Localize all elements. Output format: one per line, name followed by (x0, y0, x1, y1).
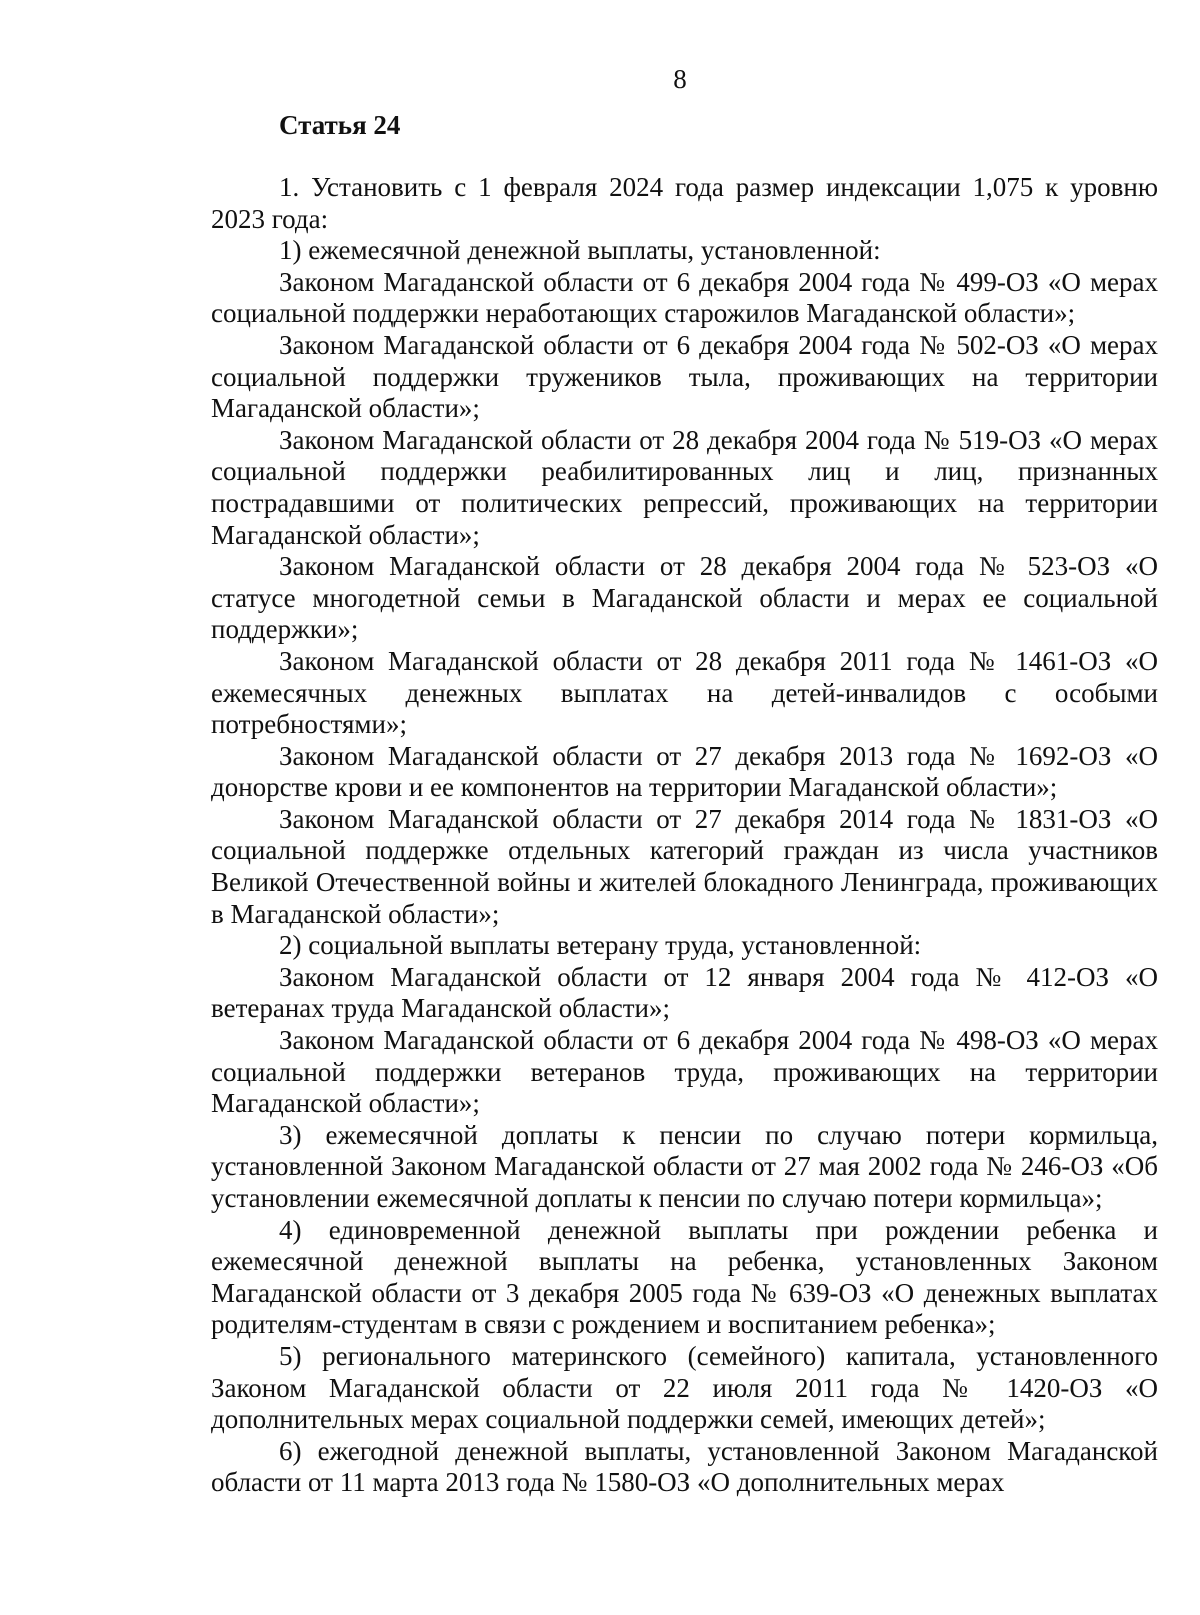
paragraph-8: Законом Магаданской области от 27 декабря 2013 года № 1692-ОЗ «О донорстве крови и ее компонентов на территории Магаданской области»; (211, 740, 1158, 803)
paragraph-16: 6) ежегодной денежной выплаты, установленной Законом Магаданской области от 11 марта 2013 года № 1580-ОЗ «О дополнительных мерах (211, 1435, 1158, 1498)
paragraph-1: 1. Установить с 1 февраля 2024 года размер индексации 1,075 к уровню 2023 года: (211, 172, 1158, 234)
paragraph-3: Законом Магаданской области от 6 декабря 2004 года № 499-ОЗ «О мерах социальной поддержки неработающих старожилов Магаданской области»; (211, 266, 1158, 329)
article-title: Статья 24 (279, 110, 401, 140)
page-number: 8 (673, 64, 687, 94)
paragraph-9: Законом Магаданской области от 27 декабря 2014 года № 1831-ОЗ «О социальной поддержке отдельных категорий граждан из числа участников Великой Отечественной войны и жителей блокадного Ленинграда, проживающих в Магаданской области»; (211, 803, 1158, 929)
paragraph-6: Законом Магаданской области от 28 декабря 2004 года № 523-ОЗ «О статусе многодетной семьи в Магаданской области и мерах ее социальной поддержки»; (211, 551, 1158, 645)
paragraph-5: Законом Магаданской области от 28 декабря 2004 года № 519-ОЗ «О мерах социальной поддержки реабилитированных лиц и лиц, признанных пострадавшими от политических репрессий, проживающих на территории Магаданской области»; (211, 424, 1158, 550)
paragraph-14: 4) единовременной денежной выплаты при рождении ребенка и ежемесячной денежной выплаты на ребенка, установленных Законом Магаданской области от 3 декабря 2005 года № 639-ОЗ «О денежных выплатах родителям-студентам в связи с рождением и воспитанием ребенка»; (211, 1214, 1158, 1340)
paragraph-4: Законом Магаданской области от 6 декабря 2004 года № 502-ОЗ «О мерах социальной поддержки тружеников тыла, проживающих на территории Магаданской области»; (211, 329, 1158, 424)
paragraph-15: 5) регионального материнского (семейного) капитала, установленного Законом Магаданской области от 22 июля 2011 года № 1420-ОЗ «О дополнительных мерах социальной поддержки семей, имеющих детей»; (211, 1340, 1158, 1435)
paragraph-11: Законом Магаданской области от 12 января 2004 года № 412-ОЗ «О ветеранах труда Магаданской области»; (211, 961, 1158, 1024)
paragraph-13: 3) ежемесячной доплаты к пенсии по случаю потери кормильца, установленной Законом Магаданской области от 27 мая 2002 года № 246-ОЗ «Об установлении ежемесячной доплаты к пенсии по случаю потери кормильца»; (211, 1119, 1158, 1213)
paragraph-7: Законом Магаданской области от 28 декабря 2011 года № 1461-ОЗ «О ежемесячных денежных выплатах на детей-инвалидов с особыми потребностями»; (211, 645, 1158, 740)
paragraph-12: Законом Магаданской области от 6 декабря 2004 года № 498-ОЗ «О мерах социальной поддержки ветеранов труда, проживающих на территории Магаданской области»; (211, 1025, 1158, 1119)
paragraph-10: 2) социальной выплаты ветерану труда, установленной: (279, 930, 922, 961)
article-body (211, 172, 1158, 1499)
paragraph-2: 1) ежемесячной денежной выплаты, установленной: (279, 235, 881, 266)
